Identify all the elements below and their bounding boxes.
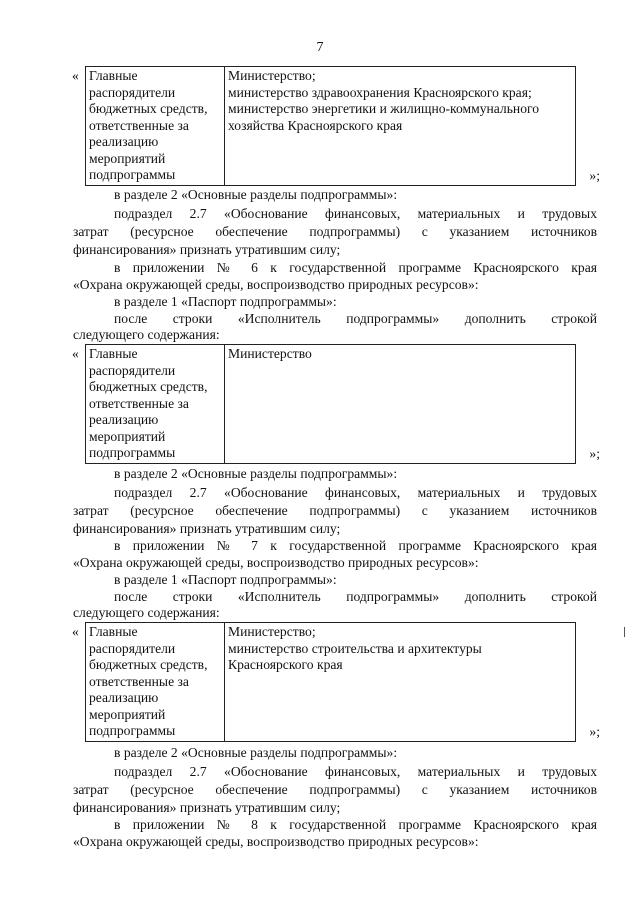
label-line: реализацию <box>89 690 159 705</box>
paragraph-section2: в разделе 2 «Основные разделы подпрограммы»: <box>114 745 398 760</box>
paragraph-annex6: в приложении № 6 к государственной программе Красноярского края <box>114 260 597 275</box>
paragraph-section1: в разделе 1 «Паспорт подпрограммы»: <box>114 572 337 587</box>
margin-mark <box>624 627 625 637</box>
label-line: бюджетных средств, <box>89 657 208 672</box>
label-line: подпрограммы <box>89 445 176 460</box>
table-value-cell <box>225 345 576 464</box>
closing-quote: »; <box>589 723 600 739</box>
table-block-3 <box>72 622 600 740</box>
opening-quote: « <box>72 624 79 639</box>
value-line: министерство строительства и архитектуры <box>228 640 482 656</box>
label-line: распорядители <box>89 362 176 378</box>
table-value-cell <box>225 623 576 742</box>
closing-quote: »; <box>589 445 600 461</box>
table-label-cell <box>86 623 225 742</box>
paragraph-subsection: финансирования» признать утратившим силу; <box>73 242 341 257</box>
paragraph-program: «Охрана окружающей среды, воспроизводство природных ресурсов»: <box>73 834 479 849</box>
label-line: подпрограммы <box>89 723 176 738</box>
label-line: мероприятий <box>89 150 166 166</box>
paragraph-subsection: затрат (ресурсное обеспечение подпрограммы) с указанием источников <box>73 782 597 797</box>
label-line: Главные <box>89 346 138 361</box>
paragraph-subsection: затрат (ресурсное обеспечение подпрограммы) с указанием источников <box>73 224 597 239</box>
paragraph-section2: в разделе 2 «Основные разделы подпрограммы»: <box>114 187 398 202</box>
paragraph-subsection: подраздел 2.7 «Обоснование финансовых, материальных и трудовых <box>114 764 597 779</box>
paragraph-subsection: затрат (ресурсное обеспечение подпрограммы) с указанием источников <box>73 503 597 518</box>
value-line: хозяйства Красноярского края <box>228 117 403 133</box>
paragraph-after: после строки «Исполнитель подпрограммы» дополнить строкой <box>114 311 597 326</box>
paragraph-subsection: подраздел 2.7 «Обоснование финансовых, материальных и трудовых <box>114 206 597 221</box>
paragraph-program: «Охрана окружающей среды, воспроизводство природных ресурсов»: <box>73 277 479 292</box>
paragraph-after: следующего содержания: <box>73 327 220 342</box>
label-line: мероприятий <box>89 706 166 722</box>
label-line: Главные <box>89 624 138 639</box>
value-line: Министерство; <box>228 68 316 83</box>
value-line: Министерство; <box>228 624 316 639</box>
paragraph-after: следующего содержания: <box>73 605 220 620</box>
value-line: министерство здравоохранения Красноярского края; <box>228 84 532 100</box>
label-line: ответственные за <box>89 673 189 689</box>
label-line: бюджетных средств, <box>89 101 208 116</box>
paragraph-section2: в разделе 2 «Основные разделы подпрограммы»: <box>114 466 398 481</box>
label-line: ответственные за <box>89 395 189 411</box>
label-line: распорядители <box>89 640 176 656</box>
opening-quote: « <box>72 346 79 361</box>
paragraph-after: после строки «Исполнитель подпрограммы» дополнить строкой <box>114 589 597 604</box>
label-line: Главные <box>89 68 138 83</box>
label-line: ответственные за <box>89 117 189 133</box>
paragraph-annex8: в приложении № 8 к государственной программе Красноярского края <box>114 817 597 832</box>
page-number: 7 <box>316 40 324 55</box>
table-value-cell <box>225 67 576 186</box>
value-line: Красноярского края <box>228 657 343 672</box>
label-line: подпрограммы <box>89 167 176 182</box>
table-block-2 <box>72 344 600 462</box>
label-line: реализацию <box>89 412 159 427</box>
opening-quote: « <box>72 68 79 83</box>
insert-table-3 <box>85 622 576 742</box>
paragraph-program: «Охрана окружающей среды, воспроизводство природных ресурсов»: <box>73 555 479 570</box>
value-line: министерство энергетики и жилищно-коммунального <box>228 101 540 116</box>
table-label-cell <box>86 345 225 464</box>
paragraph-subsection: финансирования» признать утратившим силу; <box>73 800 341 815</box>
insert-table-2 <box>85 344 576 464</box>
closing-quote: »; <box>589 167 600 183</box>
insert-table-1 <box>85 66 576 186</box>
label-line: мероприятий <box>89 428 166 444</box>
paragraph-section1: в разделе 1 «Паспорт подпрограммы»: <box>114 294 337 309</box>
paragraph-subsection: финансирования» признать утратившим силу; <box>73 521 341 536</box>
table-label-cell <box>86 67 225 186</box>
label-line: бюджетных средств, <box>89 379 208 394</box>
table-block-1 <box>72 66 600 184</box>
label-line: реализацию <box>89 134 159 149</box>
label-line: распорядители <box>89 84 176 100</box>
paragraph-subsection: подраздел 2.7 «Обоснование финансовых, материальных и трудовых <box>114 485 597 500</box>
value-line: Министерство <box>228 346 312 361</box>
paragraph-annex7: в приложении № 7 к государственной программе Красноярского края <box>114 538 597 553</box>
